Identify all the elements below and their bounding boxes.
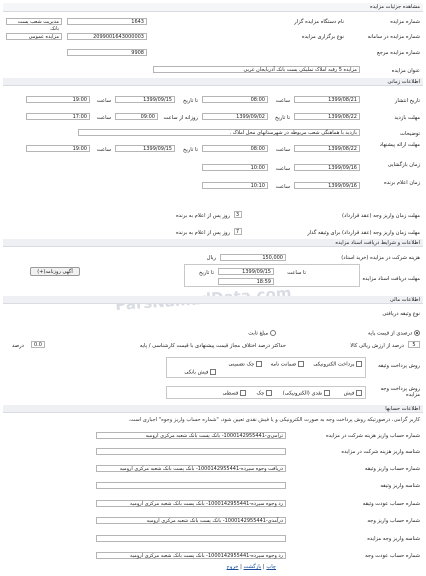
publish-until-time[interactable]: 19:00: [26, 96, 90, 103]
title-field[interactable]: مزایده 5 رقبه املاک تملیکی پست بانک آذربایجان غربی: [153, 66, 360, 73]
docs-until-date[interactable]: 1399/09/15: [218, 268, 274, 275]
pay-cheque-label: چک تضمینی: [228, 361, 255, 368]
price-check-option[interactable]: [256, 390, 272, 397]
visit-label: مهلت بازدید: [394, 115, 420, 121]
organizer-field[interactable]: مدیریت شعب پست بانک: [6, 18, 62, 25]
ref-no-field[interactable]: 9908: [67, 49, 147, 56]
pay-electronic-checkbox[interactable]: [356, 361, 362, 367]
cost-field[interactable]: 150,000: [220, 254, 286, 261]
price-cash-checkbox[interactable]: [324, 390, 330, 396]
pay-cheque-option[interactable]: [228, 361, 262, 368]
fixed-radio-dot[interactable]: [270, 330, 276, 336]
contract2-suffix: روز پس از اعلام به برنده: [175, 230, 230, 236]
percent-value[interactable]: 5: [408, 341, 420, 348]
account-row-value[interactable]: [96, 535, 286, 542]
contract-days[interactable]: 3: [234, 211, 242, 218]
publish-until-label: تا تاریخ: [183, 98, 198, 104]
daily-from[interactable]: 09:00: [115, 113, 158, 120]
winner-time[interactable]: 10:10: [202, 182, 268, 189]
docs-until-label: تا تاریخ: [199, 270, 214, 276]
account-row-value[interactable]: ترامی‌ی-1000142955441- بانک پست بانک شعبه مرکزی ارومیه: [96, 432, 286, 439]
opening-time-label: ساعت: [275, 166, 290, 172]
account-row-value[interactable]: رد وجوه سپرده-1000142955441- بانک پست بانک شعبه مرکزی ارومیه: [96, 552, 286, 559]
pay-guarantee-option[interactable]: [271, 361, 304, 368]
visit-to[interactable]: 1399/09/02: [202, 113, 268, 120]
system-no-field[interactable]: 2099001643000003: [67, 33, 147, 40]
price-check-label: چک: [256, 390, 265, 397]
publish-time[interactable]: 08:00: [202, 96, 268, 103]
fixed-radio-label: مبلغ ثابت: [248, 330, 269, 337]
opening-label: زمان بازگشایی: [387, 162, 420, 168]
max-diff-label: حداکثر درصد اختلاف مجاز قیمت پیشنهادی با قیمت کارشناسی / پایه: [139, 343, 286, 349]
price-pay-label: روش پرداخت وجه مزایده: [380, 386, 420, 398]
submit-to[interactable]: 1399/09/15: [115, 145, 175, 152]
footer-sep: |: [261, 564, 265, 570]
account-row-label: شناسه واریز وجه مزایده: [367, 536, 420, 542]
receive-label: مهلت دریافت اسناد مزایده: [362, 276, 420, 282]
submit-to-time[interactable]: 19:00: [26, 145, 90, 152]
pay-electronic-label: پرداخت الکترونیکی: [313, 361, 355, 368]
publish-until-time-label: ساعت: [96, 98, 111, 104]
account-row-value[interactable]: درآمدی-1000142955441- بانک پست بانک شعبه مرکزی ارومیه: [96, 517, 286, 524]
accounts-section: اطلاعات حسابها: [3, 405, 423, 413]
footer-links: [227, 564, 276, 570]
financial-section: اطلاعات مالی: [3, 296, 423, 304]
visit-to-label: تا تاریخ: [275, 115, 290, 121]
system-no-label: شماره مزایده در سامانه: [367, 34, 420, 40]
docs-until-time[interactable]: 18:59: [218, 278, 274, 285]
price-cash-option[interactable]: [283, 390, 330, 397]
account-row-value[interactable]: دریافت وجوه سپرده-1000142955441- بانک پست بانک شعبه مرکزی ارومیه: [96, 465, 286, 472]
account-row-label: شماره حساب واریز هزینه شرکت در مزایده: [325, 433, 420, 439]
percent-text: درصد از ارزش ریالی کالا: [350, 343, 404, 349]
pay-fish-label: فیش بانکی: [184, 369, 209, 376]
daily-from-label: روزانه از ساعت: [163, 115, 198, 121]
percent-radio[interactable]: [368, 330, 420, 337]
publish-label: تاریخ انتشار: [394, 98, 420, 104]
guarantee-type-label: نوع وثیقه دریافتی: [382, 311, 420, 317]
winner-time-label: ساعت: [275, 184, 290, 190]
pay-fish-checkbox[interactable]: [210, 369, 216, 375]
account-row-label: شناسه واریز وثیقه: [380, 483, 420, 489]
pay-cheque-checkbox[interactable]: [256, 361, 262, 367]
title-label: عنوان مزایده: [391, 68, 420, 74]
price-fish-label: فیش: [343, 390, 355, 397]
pay-guarantee-checkbox[interactable]: [298, 361, 304, 367]
home-link[interactable]: خروج: [226, 564, 239, 570]
winner-date[interactable]: 1399/09/16: [294, 182, 360, 189]
account-row-label: شناسه واریز هزینه شرکت در مزایده: [341, 449, 420, 455]
account-row-value[interactable]: [96, 448, 286, 455]
account-row-value[interactable]: رد وجوه سپرده-1000142955441- بانک پست بانک شعبه مرکزی ارومیه: [96, 500, 286, 507]
pay-electronic-option[interactable]: [313, 361, 362, 368]
submit-to-time-label: ساعت: [96, 147, 111, 153]
organizer-label: نام دستگاه مزایده گزار: [294, 19, 344, 25]
cost-currency: ریال: [206, 255, 216, 261]
cost-label: هزینه شرکت در مزایده (خرید اسناد): [341, 255, 420, 261]
publish-until-date[interactable]: 1399/09/15: [115, 96, 175, 103]
percent-radio-dot[interactable]: [414, 330, 420, 336]
contract2-label: مهلت زمان واریز وجه (عقد قرارداد) برای وثیقه گذار: [307, 230, 420, 236]
pay-fish-option[interactable]: [184, 369, 216, 376]
timing-section: اطلاعات زمانی: [3, 78, 423, 86]
footer-sep-2: |: [238, 564, 242, 570]
ref-no-label: شماره مزایده مرجع: [376, 50, 420, 56]
submit-label: مهلت ارائه پیشنهاد: [379, 142, 420, 148]
contract-label: مهلت زمان واریز وجه (عقد قرارداد): [342, 213, 420, 219]
price-fish-checkbox[interactable]: [356, 390, 362, 396]
accounts-notice: کاربر گرامی، درصورتیکه روش پرداخت وجه به صورت الکترونیکی و یا فیش نقدی تعیین شود، "شماره حساب واریز وجوه" اجباری است.: [128, 417, 420, 423]
newspaper-ad-button[interactable]: آگهی روزنامه(+): [30, 267, 80, 276]
submit-from-time[interactable]: 08:00: [202, 145, 268, 152]
page-header: مشاهده جزئیات مزایده: [3, 3, 423, 12]
opening-time[interactable]: 10:00: [202, 164, 268, 171]
contract2-days[interactable]: 7: [234, 228, 242, 235]
publish-time-label: ساعت: [275, 98, 290, 104]
guarantee-pay-label: روش پرداخت وثیقه: [378, 363, 420, 369]
price-check-checkbox[interactable]: [266, 390, 272, 396]
fixed-radio[interactable]: [248, 330, 276, 337]
max-diff-unit: درصد: [12, 343, 24, 349]
type-field[interactable]: مزایده عمومی: [6, 33, 62, 40]
max-diff-value[interactable]: 0.0: [31, 341, 45, 348]
price-installment-label: قسطی: [222, 390, 239, 397]
docs-time-label: تا ساعت: [287, 270, 306, 276]
account-row-label: شماره حساب عودت وثیقه: [362, 501, 420, 507]
visit-from[interactable]: 1399/08/22: [294, 113, 360, 120]
price-installment-checkbox[interactable]: [240, 390, 246, 396]
back-link[interactable]: بازگشت: [243, 564, 262, 570]
account-row-value[interactable]: [96, 482, 286, 489]
desc-field[interactable]: بازدید با هماهنگی شعب مربوطه در شهرستانهای محل املاک .: [78, 129, 360, 136]
print-link[interactable]: چاپ: [266, 564, 276, 570]
contract-suffix: روز پس از اعلام به برنده: [175, 213, 230, 219]
account-row-label: شماره حساب واریز وثیقه: [364, 466, 420, 472]
publish-date[interactable]: 1399/08/21: [294, 96, 360, 103]
submit-from[interactable]: 1399/08/22: [294, 145, 360, 152]
price-fish-option[interactable]: [344, 390, 362, 397]
type-label: نوع برگزاری مزایده: [301, 34, 344, 40]
winner-label: زمان اعلام برنده: [383, 180, 420, 186]
pay-guarantee-label: ضمانت نامه: [270, 361, 297, 368]
opening-date[interactable]: 1399/09/16: [294, 164, 360, 171]
docs-section: اطلاعات و شرایط دریافت اسناد مزایده: [3, 239, 423, 247]
daily-to[interactable]: 17:00: [26, 113, 90, 120]
account-row-label: شماره حساب واریز وجه: [367, 518, 420, 524]
daily-to-label: ساعت: [96, 115, 111, 121]
auction-no-field[interactable]: 1643: [67, 18, 147, 25]
price-cash-label: نقدی (الکترونیکی): [282, 390, 323, 397]
submit-time-label: ساعت: [275, 147, 290, 153]
price-installment-option[interactable]: [223, 390, 246, 397]
account-row-label: شماره حساب عودت وجه: [365, 553, 420, 559]
percent-radio-label: درصدی از قیمت پایه: [368, 330, 413, 337]
auction-no-label: شماره مزایده: [390, 19, 420, 25]
desc-label: توضیحات: [400, 131, 420, 137]
submit-until-label: تا تاریخ: [183, 147, 198, 153]
